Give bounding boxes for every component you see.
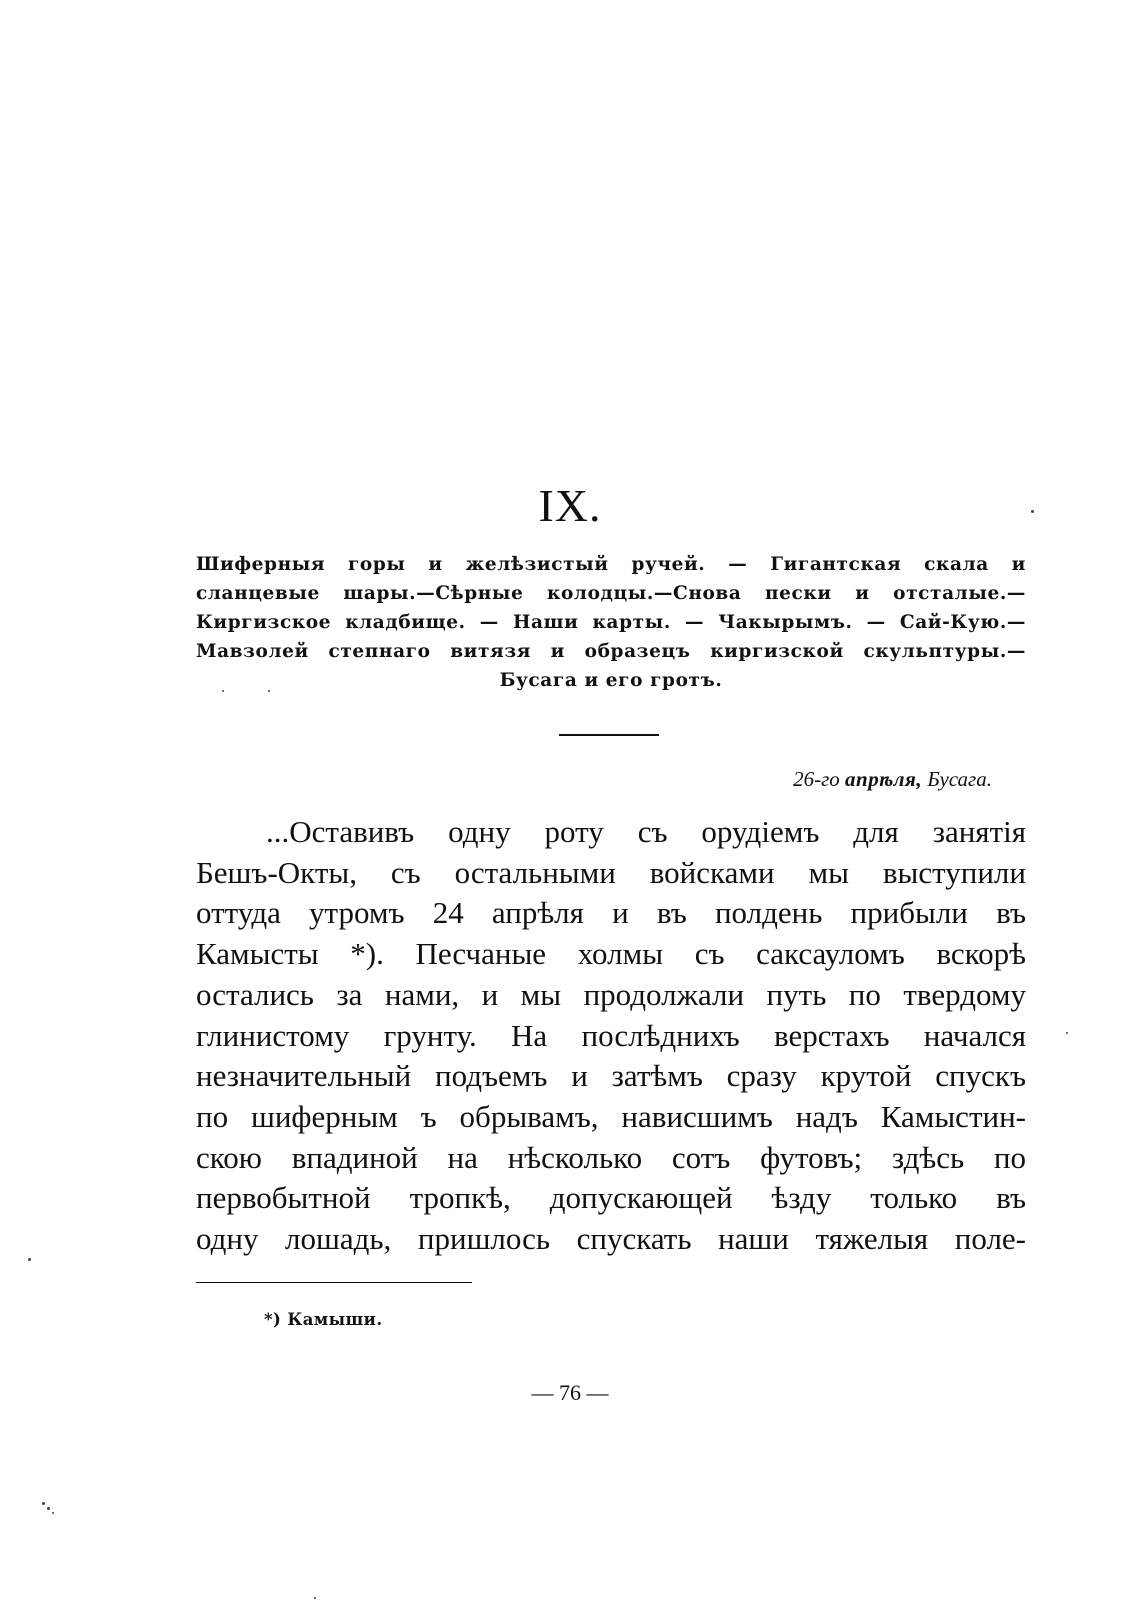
scan-speck (52, 1512, 54, 1514)
body-line: Бешъ-Окты, съ остальными войсками мы выступили (196, 854, 1026, 890)
chapter-summary (196, 550, 1026, 695)
section-divider (559, 734, 659, 736)
body-line: Камысты *). Песчаные холмы съ саксауломъ вскорѣ (196, 936, 1026, 972)
body-line: одну лошадь, пришлось спускать наши тяжелыя поле- (196, 1221, 1026, 1257)
footnote-rule (196, 1282, 472, 1283)
summary-line: Киргизское кладбище. — Наши карты. — Чакырымъ. — Сай-Кую.— (196, 612, 1026, 633)
scan-speck (222, 690, 224, 692)
summary-line: Бусага и его гротъ. (499, 670, 723, 691)
page-number: — 76 — (531, 1380, 609, 1405)
body-line: ...Оставивъ одну роту съ орудіемъ для занятія (266, 814, 1026, 849)
scan-speck (47, 1507, 50, 1510)
scan-speck (28, 1258, 31, 1261)
body-text (196, 812, 1026, 1260)
footnote: *) Камыши. (264, 1310, 383, 1329)
scan-speck (314, 1597, 316, 1599)
scan-speck (42, 1502, 45, 1505)
body-line: по шиферным ъ обрывамъ, нависшимъ надъ Камыстин- (196, 1098, 1026, 1134)
scan-speck (1031, 510, 1034, 513)
dateline-month: апрѣля, (845, 767, 923, 791)
dateline (793, 764, 992, 794)
body-line: остались за нами, и мы продолжали путь по твердому (196, 976, 1026, 1012)
chapter-number: IX. (538, 480, 602, 531)
dateline-place: Бусага. (927, 767, 992, 791)
summary-line: сланцевые шары.—Сѣрные колодцы.—Снова пески и отсталые.— (196, 583, 1026, 604)
body-line: глинистому грунту. На послѣднихъ верстахъ начался (196, 1017, 1026, 1053)
dateline-date: 26-го (793, 767, 840, 791)
summary-line: Шиферныя горы и желѣзистый ручей. — Гигантская скала и (196, 554, 1026, 575)
scan-speck (1066, 1032, 1068, 1034)
scan-speck (268, 690, 270, 692)
body-line: незначительный подъемъ и затѣмъ сразу крутой спускъ (196, 1058, 1026, 1094)
body-line: скою впадиной на нѣсколько сотъ футовъ; здѣсь по (196, 1139, 1026, 1175)
body-line: оттуда утромъ 24 апрѣля и въ полдень прибыли въ (196, 895, 1026, 931)
summary-line: Мавзолей степнаго витязя и образецъ киргизской скульптуры.— (196, 641, 1026, 662)
body-line: первобытной тропкѣ, допускающей ѣзду только въ (196, 1180, 1026, 1216)
